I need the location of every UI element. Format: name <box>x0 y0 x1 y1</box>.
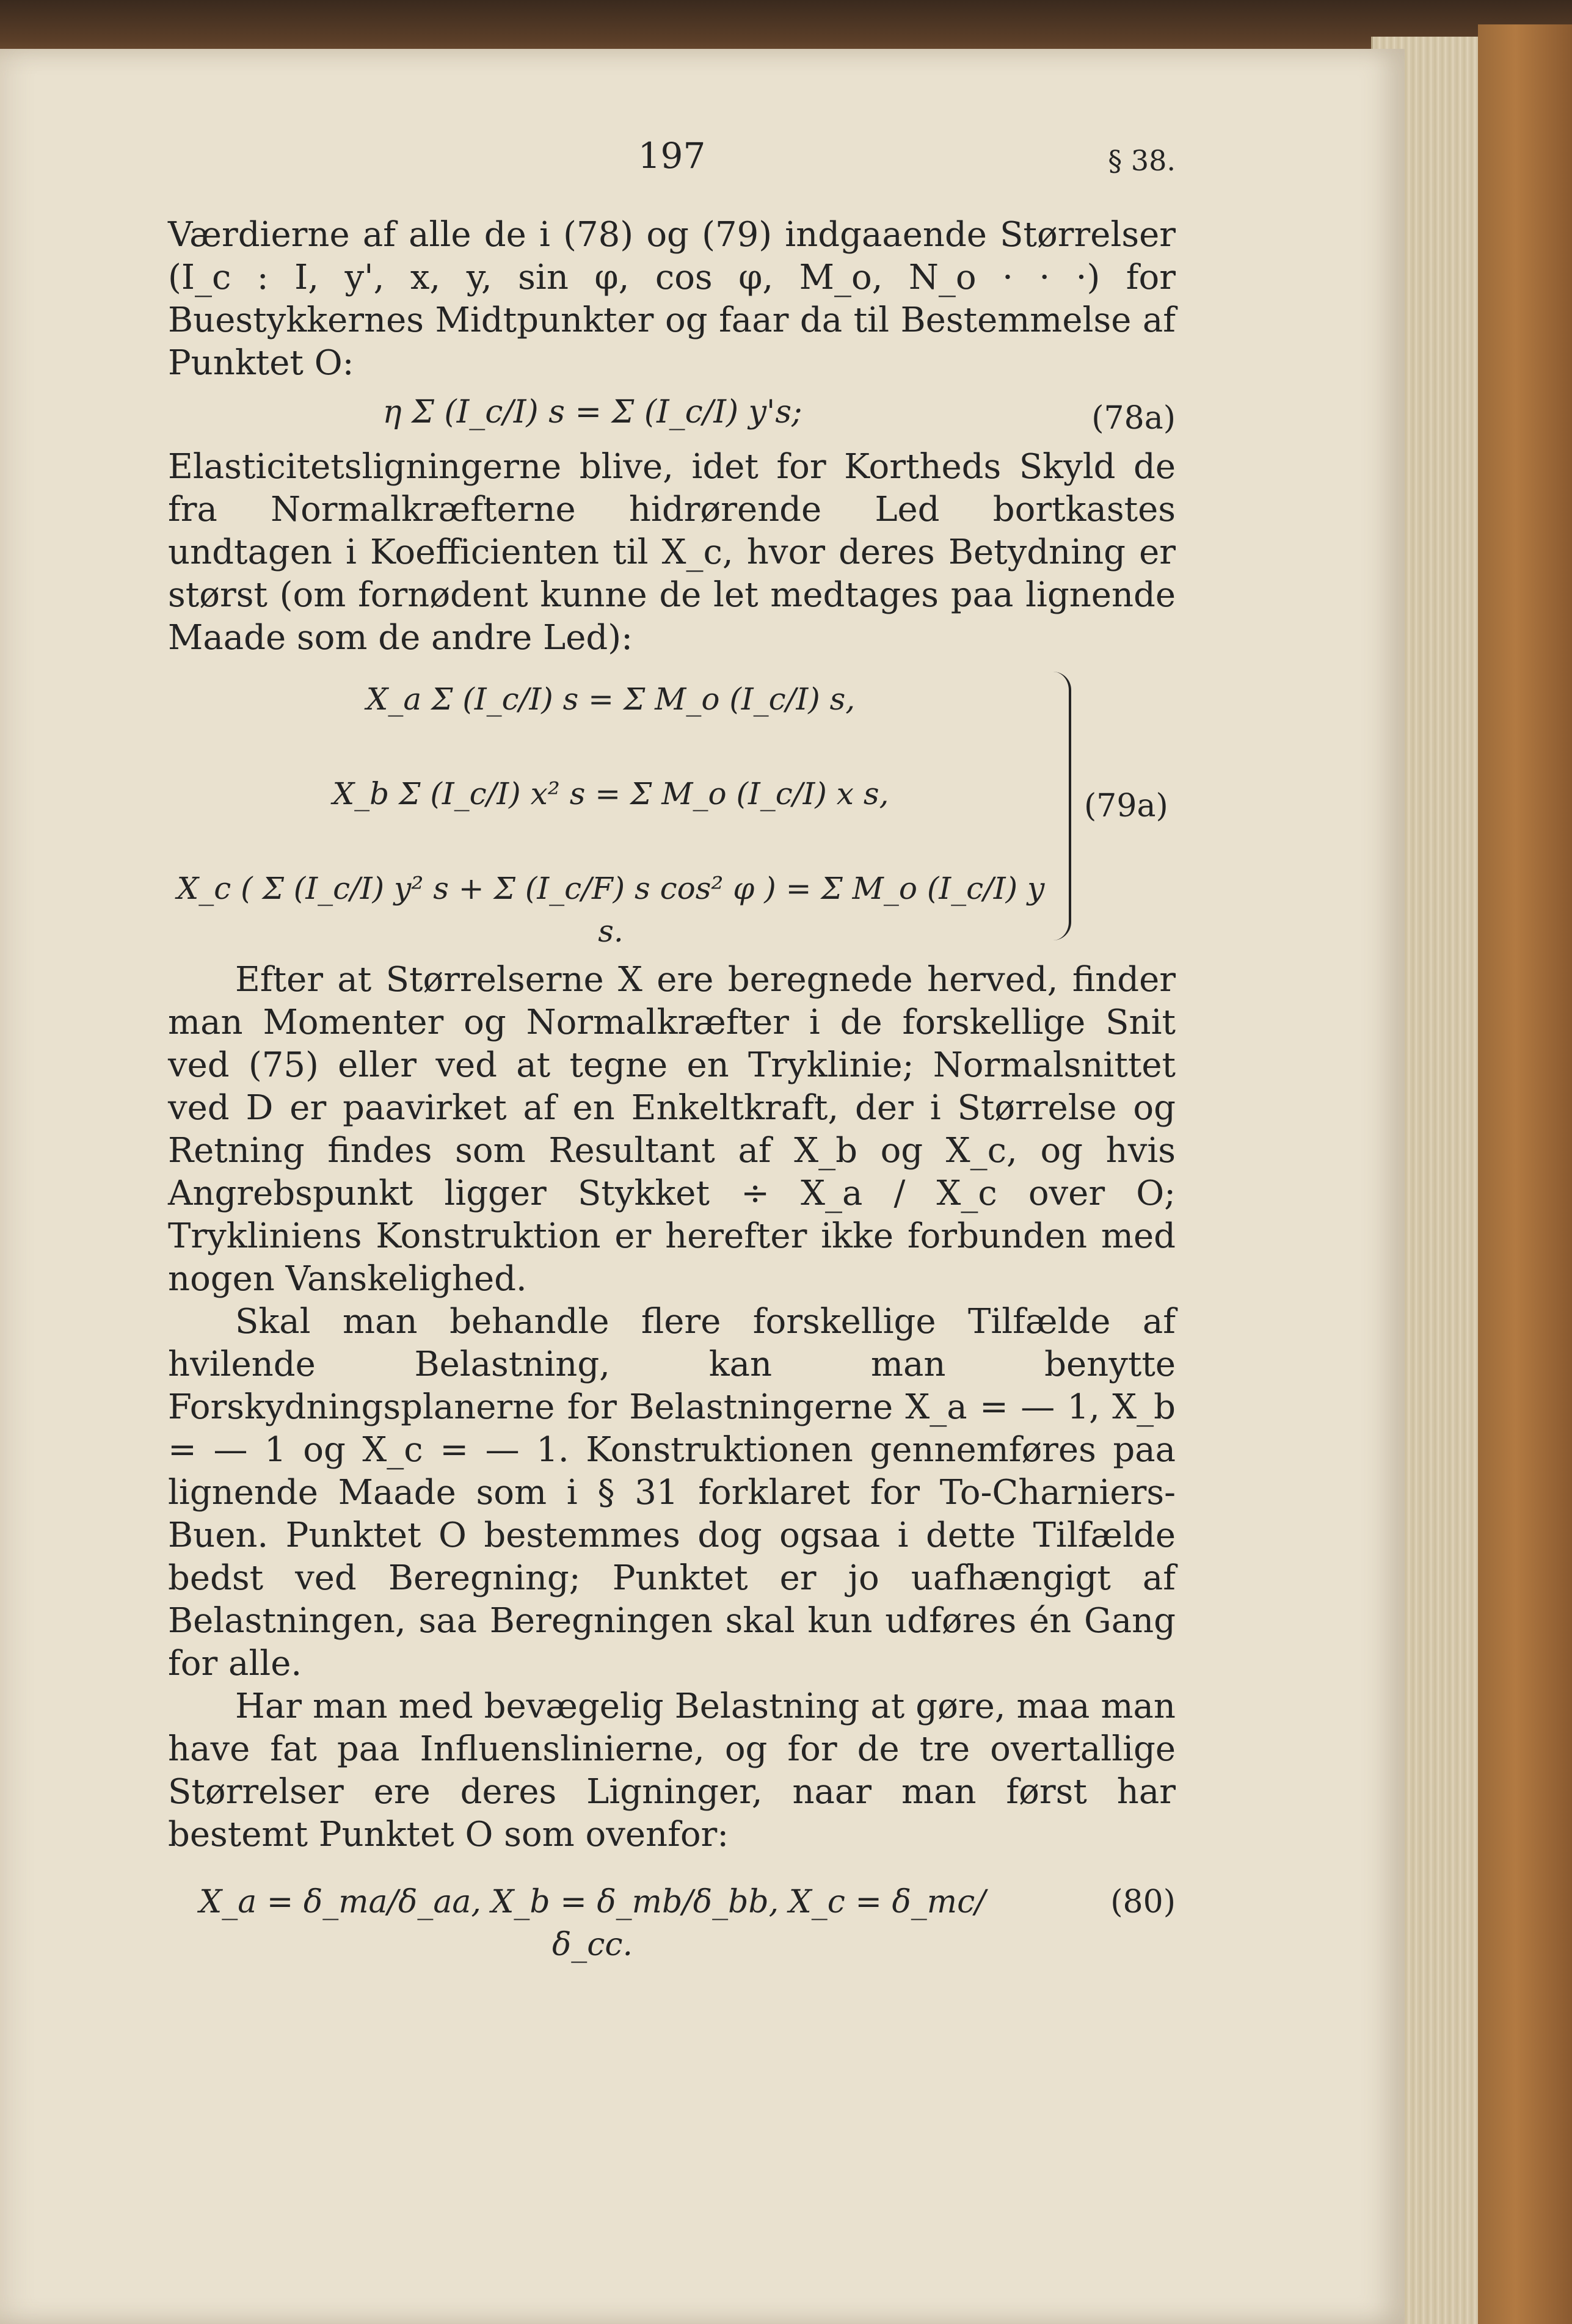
book-fore-edge <box>1478 24 1572 2324</box>
paragraph-5: Har man med bevægelig Belastning at gøre, maa man have fat paa Influenslinierne, og for de tre overtallige Størrelser ere deres Ligninger, naar man først har bestemt Punktet O som ovenfor: <box>168 1687 1176 1854</box>
equation-80-number: (80) <box>1110 1884 1176 1920</box>
paragraph-3: Efter at Størrelserne X ere beregnede herved, finder man Momenter og Normalkræfter i de forskellige Snit ved (75) eller ved at tegne en Tryklinie; Normalsnittet ved D er paavirket af en Enkeltkraft, der i Størrelse og Retning findes som Resultant af X_b og X_c, og hvis Angrebspunkt ligger Stykket ÷ X_a / X_c over O; Trykliniens Konstruktion er herefter ikke forbunden med nogen Vanskelighed. <box>168 960 1176 1299</box>
equation-79a-line-1: X_a Σ (I_c/I) s = Σ M_o (I_c/I) s, <box>366 681 856 717</box>
page-number: 197 <box>638 135 706 176</box>
text-block <box>168 110 1176 1963</box>
equation-80 <box>168 1856 1176 1963</box>
equation-78a <box>168 385 1176 446</box>
equation-79a-line-3: X_c ( Σ (I_c/I) y² s + Σ (I_c/F) s cos² φ ) = Σ M_o (I_c/I) y s. <box>176 871 1045 949</box>
equation-80-body: X_a = δ_ma/δ_aa, X_b = δ_mb/δ_bb, X_c = δ_mc/δ_cc. <box>199 1884 986 1963</box>
equation-79a <box>168 666 1176 953</box>
section-number: § 38. <box>1108 144 1176 177</box>
paragraph-4: Skal man behandle flere forskellige Tilfælde af hvilende Belastning, kan man benytte Forskydningsplanerne for Belastningerne X_a = — 1, X_b = — 1 og X_c = — 1. Konstruktionen gennemføres paa lignende Maade som i § 31 forklaret for To-Charniers-Buen. Punktet O bestemmes dog ogsaa i dette Tilfælde bedst ved Beregning; Punktet er jo uafhængigt af Belastningen, saa Beregningen skal kun udføres én Gang for alle. <box>168 1302 1176 1683</box>
paragraph-1: Værdierne af alle de i (78) og (79) indgaaende Størrelser (I_c : I, y', x, y, sin φ, cos φ, M_o, N_o · · ·) for Buestykkernes Midtpunkter og faar da til Bestemmelse af Punktet O: <box>168 215 1176 383</box>
equation-79a-brace <box>1050 672 1071 940</box>
equation-78a-number: (78a) <box>1091 400 1176 437</box>
page-header <box>168 110 1176 214</box>
equation-79a-number: (79a) <box>1084 788 1168 824</box>
paragraph-2: Elasticitetsligningerne blive, idet for Kortheds Skyld de fra Normalkræfterne hidrørende Led bortkastes undtagen i Koefficienten til X_c, hvor deres Betydning er størst (om fornødent kunne de let medtages paa lignende Maade som de andre Led): <box>168 447 1176 658</box>
equation-78a-body: η Σ (I_c/I) s = Σ (I_c/I) y's; <box>382 394 802 430</box>
equation-79a-line-2: X_b Σ (I_c/I) x² s = Σ M_o (I_c/I) x s, <box>332 776 889 812</box>
